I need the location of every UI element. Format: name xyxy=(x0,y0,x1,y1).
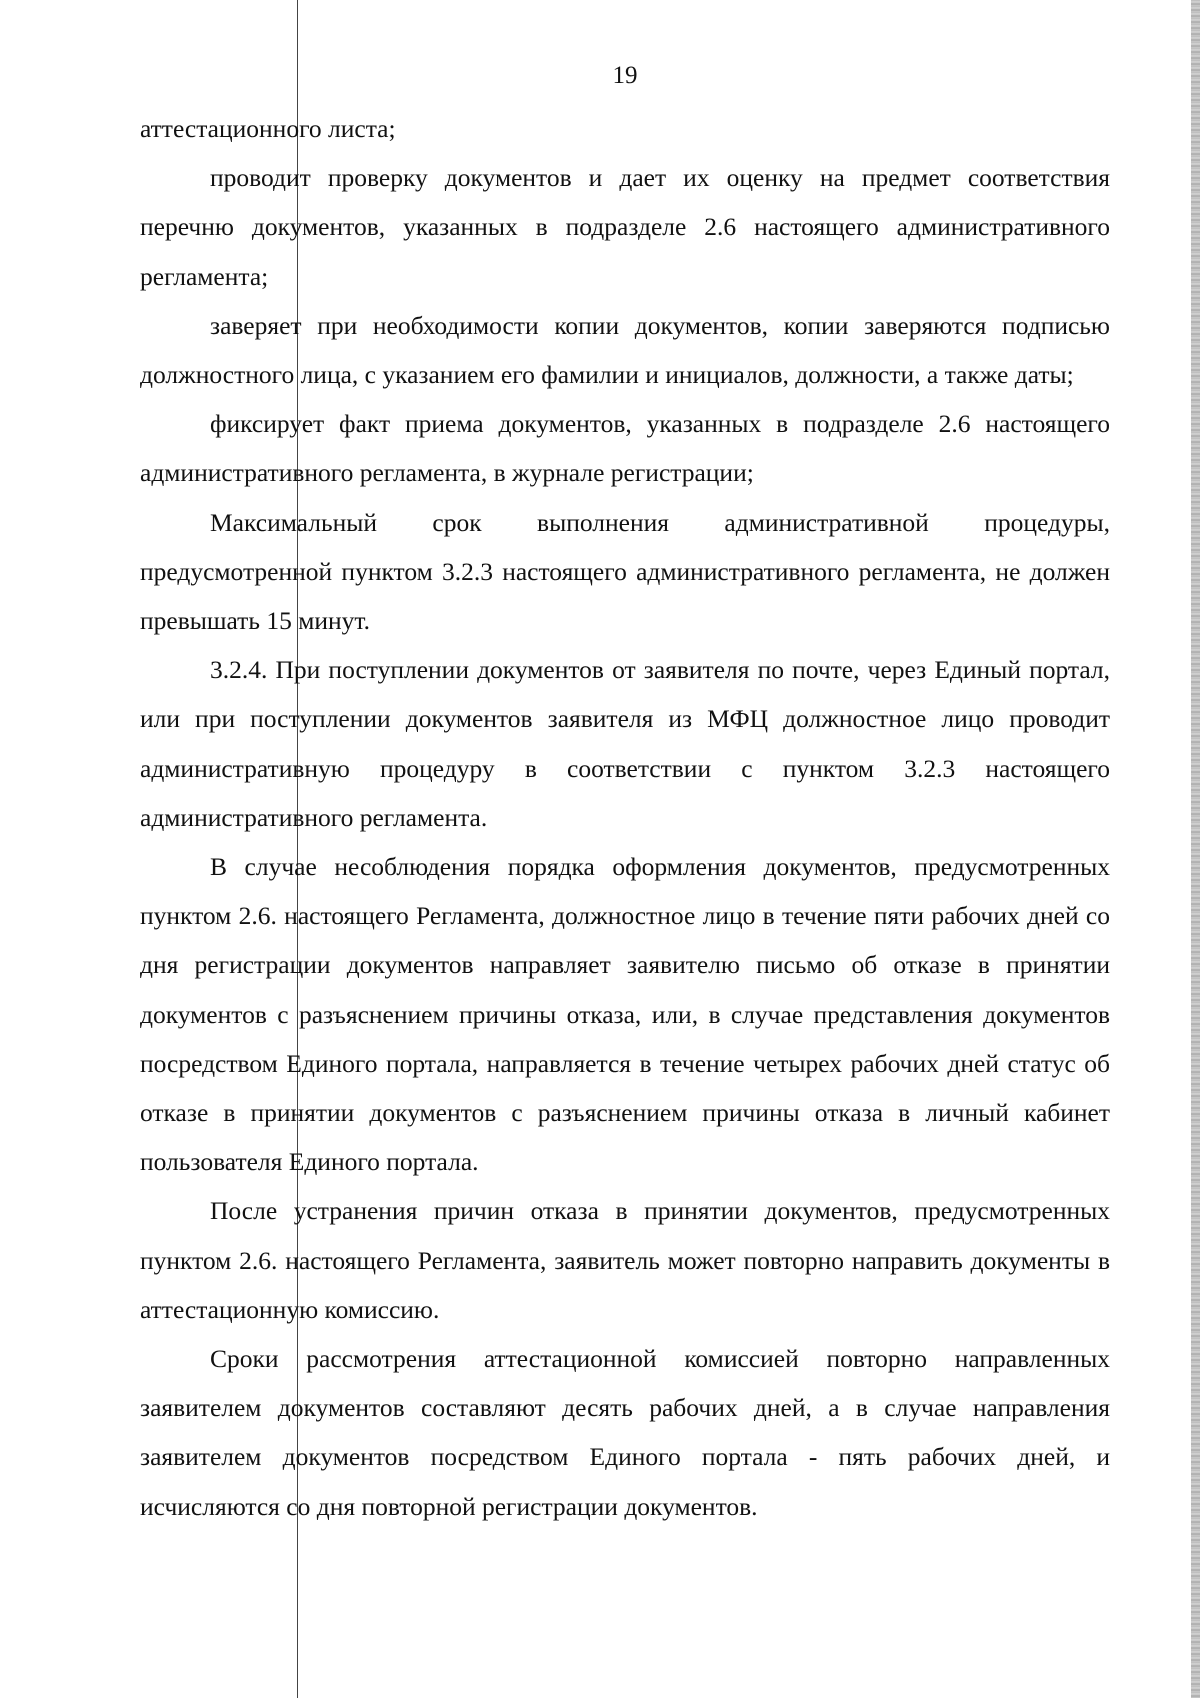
page-edge-shadow xyxy=(1191,0,1200,1698)
paragraph-continuation: аттестационного листа; xyxy=(140,114,396,143)
document-body xyxy=(140,104,1110,1531)
paragraph-certify-copies: заверяет при необходимости копии документов, копии заверяются подписью должностного лица, с указанием его фамилии и инициалов, должности, а также даты; xyxy=(140,310,1110,390)
paragraph-section-3-2-4: 3.2.4. При поступлении документов от заявителя по почте, через Единый портал, или при поступлении документов заявителя из МФЦ должностное лицо проводит административную процедуру в соответствии с пунктом 3.2.3 настоящего административного регламента. xyxy=(140,655,1110,832)
paragraph-review-terms: Сроки рассмотрения аттестационной комиссией повторно направленных заявителем документов составляют десять рабочих дней, а в случае направления заявителем документов посредством Единого портала - пять рабочих дней, и исчисляются со дня повторной регистрации документов. xyxy=(140,1344,1110,1521)
paragraph-refusal: В случае несоблюдения порядка оформления документов, предусмотренных пунктом 2.6. настоящего Регламента, должностное лицо в течение пяти рабочих дней со дня регистрации документов направляет заявителю письмо об отказе в принятии документов с разъяснением причины отказа, или, в случае представления документов посредством Единого портала, направляется в течение четырех рабочих дней статус об отказе в принятии документов с разъяснением причины отказа в личный кабинет пользователя Единого портала. xyxy=(140,852,1110,1177)
page-number: 19 xyxy=(612,62,638,89)
paragraph-record-receipt: фиксирует факт приема документов, указанных в подразделе 2.6 настоящего административного регламента, в журнале регистрации; xyxy=(140,409,1110,488)
paragraph-check-documents: проводит проверку документов и дает их оценку на предмет соответствия перечню документов, указанных в подразделе 2.6 настоящего административного регламента; xyxy=(140,163,1110,291)
paragraph-max-duration: Максимальный срок выполнения административной процедуры, предусмотренной пунктом 3.2.3 настоящего административного регламента, не должен превышать 15 минут. xyxy=(140,507,1110,636)
paragraph-resubmission: После устранения причин отказа в принятии документов, предусмотренных пунктом 2.6. настоящего Регламента, заявитель может повторно направить документы в аттестационную комиссию. xyxy=(140,1196,1110,1324)
